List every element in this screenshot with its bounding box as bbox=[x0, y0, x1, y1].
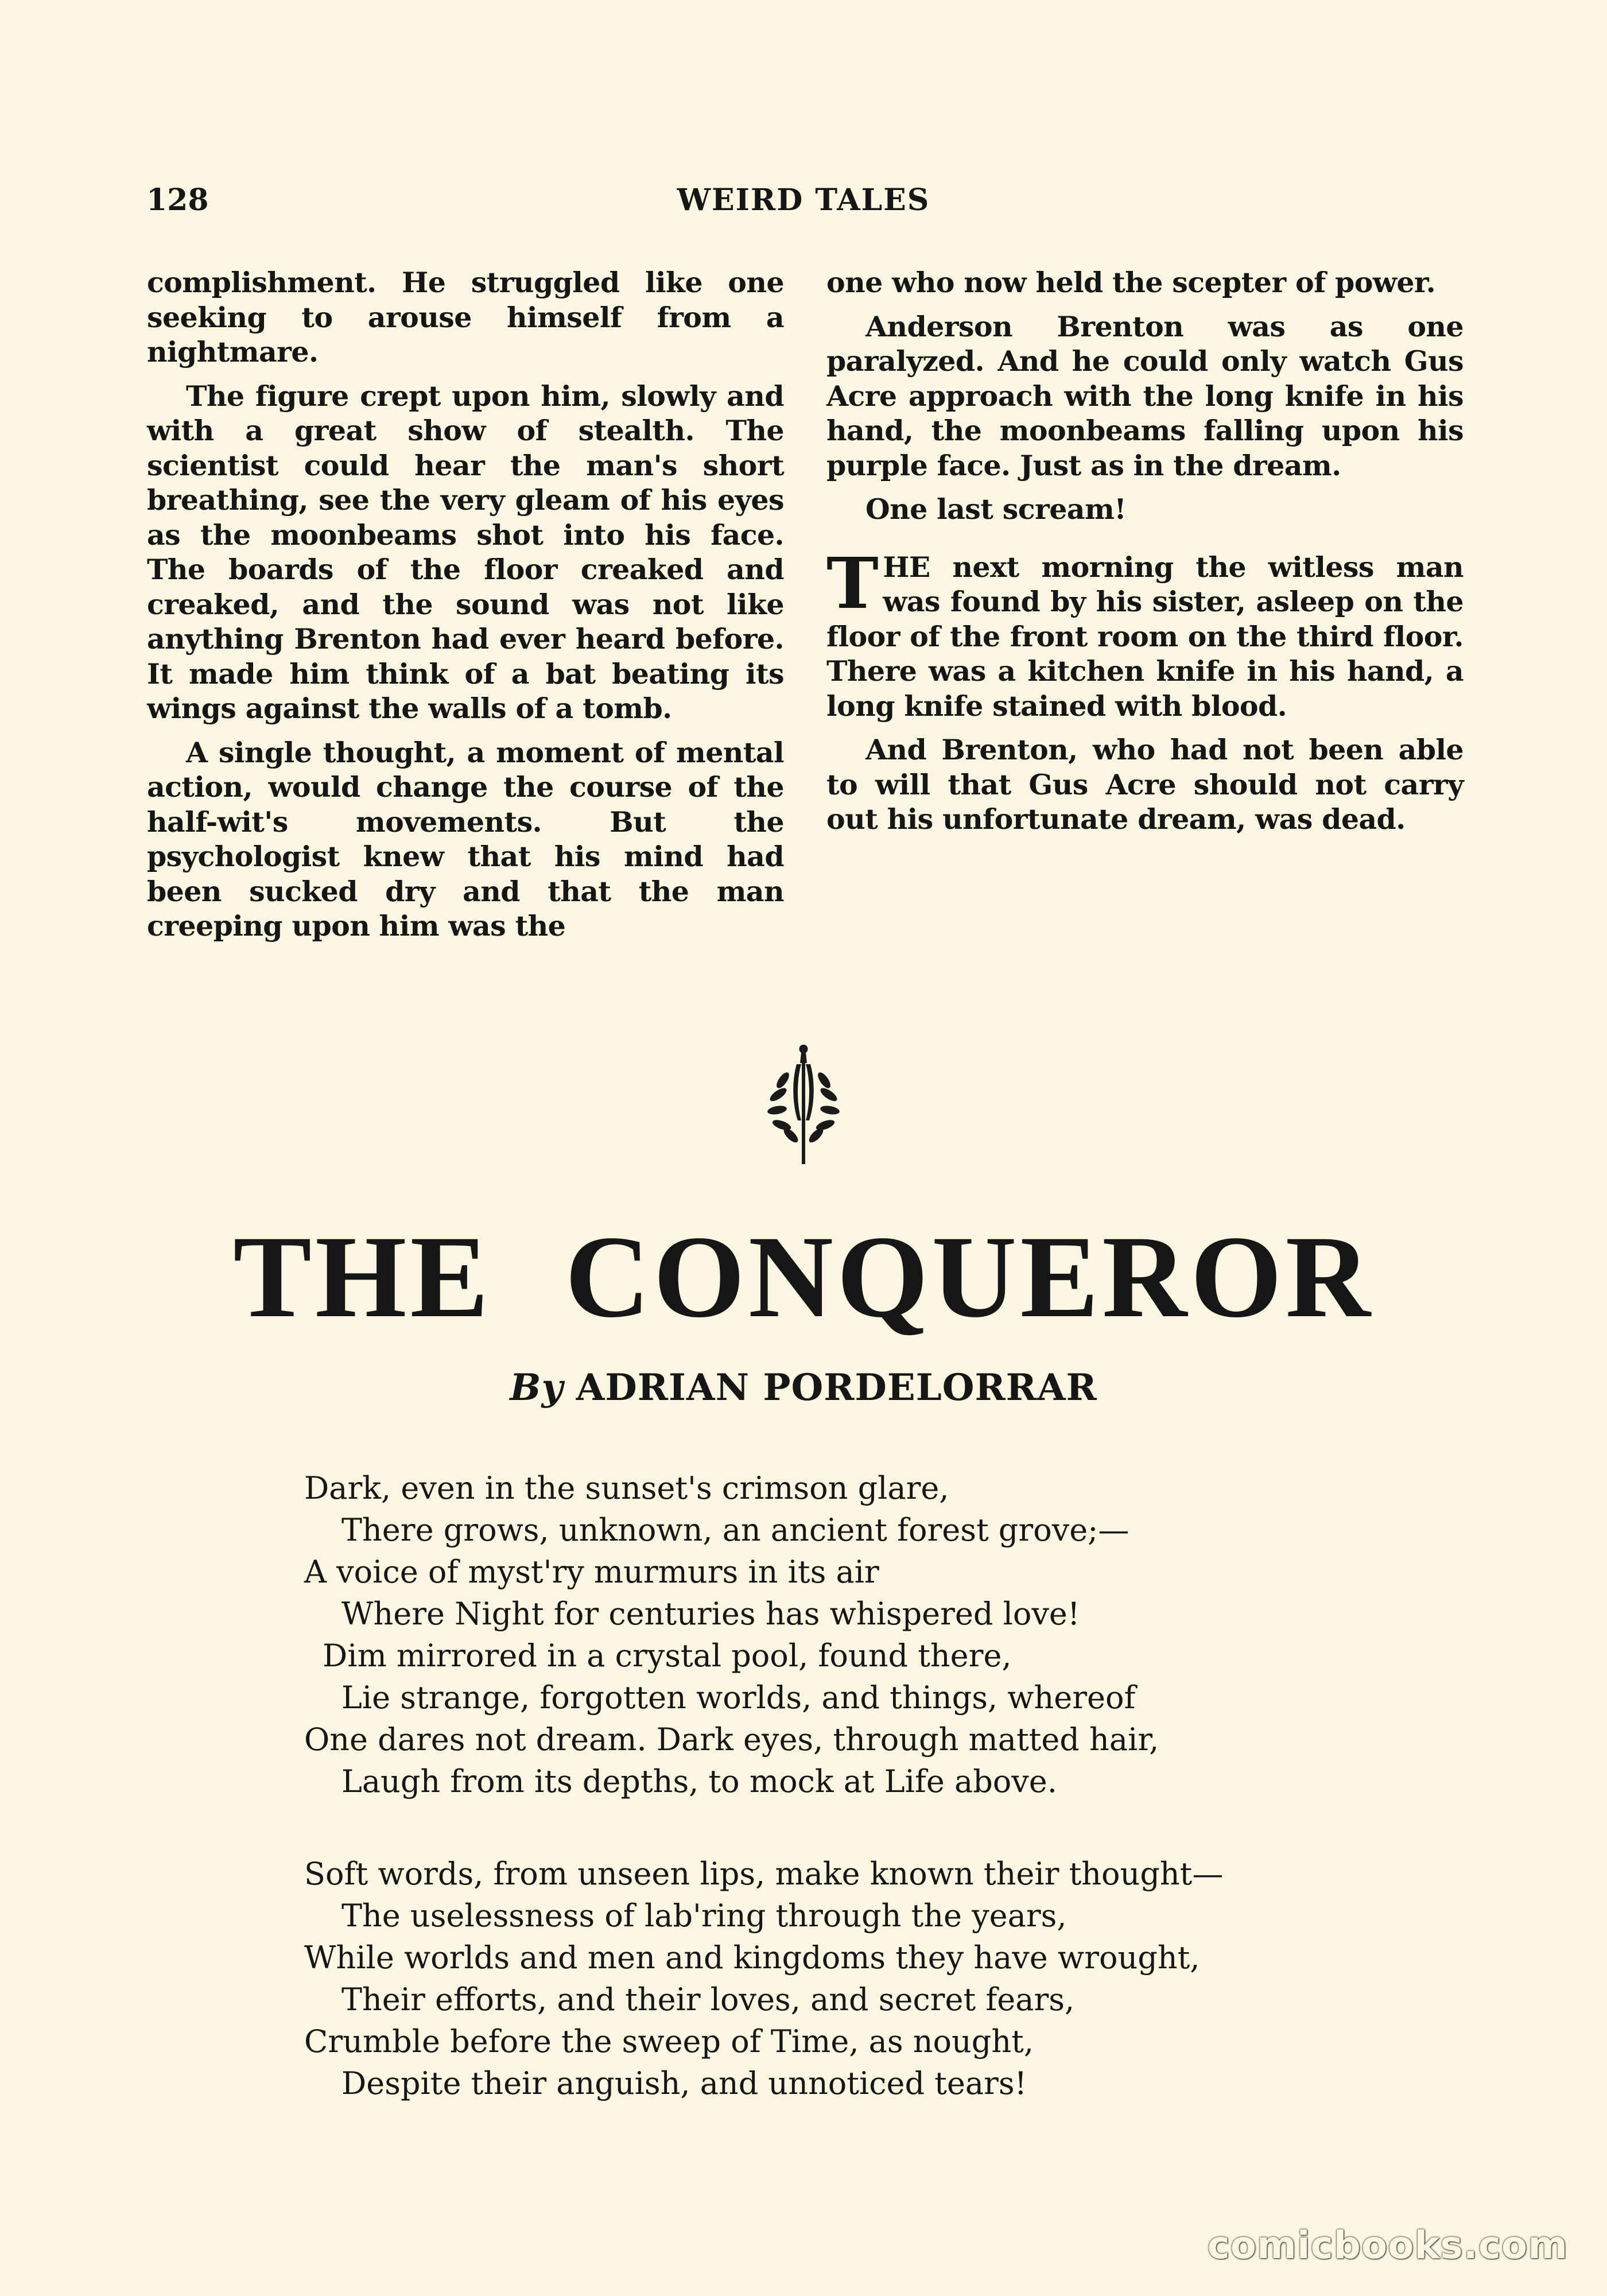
byline-by: By bbox=[510, 1366, 564, 1409]
story-column-left bbox=[147, 265, 784, 953]
section-opening-text: HE next morning the witless man was found by his sister, asleep on the floor of the front room on the third floor. There was a kitchen knife in his hand, a long knife stained with blood. bbox=[826, 550, 1464, 723]
poem-line: Laugh from its depths, to mock at Life above. bbox=[341, 1763, 1057, 1799]
poem-body bbox=[304, 1467, 1395, 2104]
poem-line: Dim mirrored in a crystal pool, found there, bbox=[323, 1638, 1012, 1674]
watermark: comicbooks.com bbox=[1207, 2223, 1568, 2267]
poem-line: Lie strange, forgotten worlds, and things, whereof bbox=[341, 1680, 1136, 1716]
story-paragraph: one who now held the scepter of power. bbox=[826, 266, 1436, 299]
poem-line: Their efforts, and their loves, and secret fears, bbox=[341, 1981, 1075, 2018]
poem-line: Dark, even in the sunset's crimson glare, bbox=[304, 1470, 949, 1506]
story-column-right bbox=[826, 265, 1464, 846]
drop-cap: T bbox=[826, 541, 879, 625]
poem-line: A voice of myst'ry murmurs in its air bbox=[304, 1554, 879, 1590]
stanza-break bbox=[304, 1802, 1395, 1853]
laurel-wreath-icon bbox=[763, 1040, 844, 1166]
author-name: ADRIAN PORDELORRAR bbox=[576, 1366, 1097, 1409]
story-paragraph: And Brenton, who had not been able to will that Gus Acre should not carry out his unfortunate dream, was dead. bbox=[826, 733, 1464, 836]
poem-line: Despite their anguish, and unnoticed tears! bbox=[341, 2065, 1027, 2101]
story-paragraph: The figure crept upon him, slowly and with a great show of stealth. The scientist could hear the man's short breathing, see the very gleam of his eyes as the moonbeams shot into his face. The boards of the floor creaked and creaked, and the sound was not like anything Brenton had ever heard before. It made him think of a bat beating its wings against the walls of a tomb. bbox=[147, 379, 784, 725]
story-paragraph: One last scream! bbox=[865, 492, 1127, 526]
poem-line: One dares not dream. Dark eyes, through matted hair, bbox=[304, 1721, 1159, 1758]
story-paragraph: complishment. He struggled like one seeking to arouse himself from a nightmare. bbox=[147, 266, 784, 369]
poem-line: While worlds and men and kingdoms they have wrought, bbox=[304, 1940, 1200, 1976]
magazine-title: WEIRD TALES bbox=[677, 183, 930, 218]
poem-line: Crumble before the sweep of Time, as nought, bbox=[304, 2023, 1034, 2060]
story-paragraph: A single thought, a moment of mental action, would change the course of the half-wit's movements. But the psychologist knew that his mind had been sucked dry and that the man creeping upon him was the bbox=[147, 735, 784, 943]
byline bbox=[0, 1366, 1607, 1409]
section-opening-paragraph bbox=[826, 541, 1464, 724]
page-number: 128 bbox=[146, 183, 209, 218]
story-paragraph: Anderson Brenton was as one paralyzed. And he could only watch Gus Acre approach with the long knife in his hand, the moonbeams falling upon his purple face. Just as in the dream. bbox=[826, 309, 1464, 482]
poem-line: There grows, unknown, an ancient forest grove;— bbox=[341, 1512, 1129, 1548]
running-header bbox=[146, 183, 1461, 217]
poem-line: Where Night for centuries has whispered love! bbox=[341, 1596, 1080, 1632]
poem-line: The uselessness of lab'ring through the years, bbox=[341, 1898, 1067, 1934]
poem-line: Soft words, from unseen lips, make known their thought— bbox=[304, 1856, 1224, 1892]
poem-title: THE CONQUEROR bbox=[233, 1212, 1374, 1342]
